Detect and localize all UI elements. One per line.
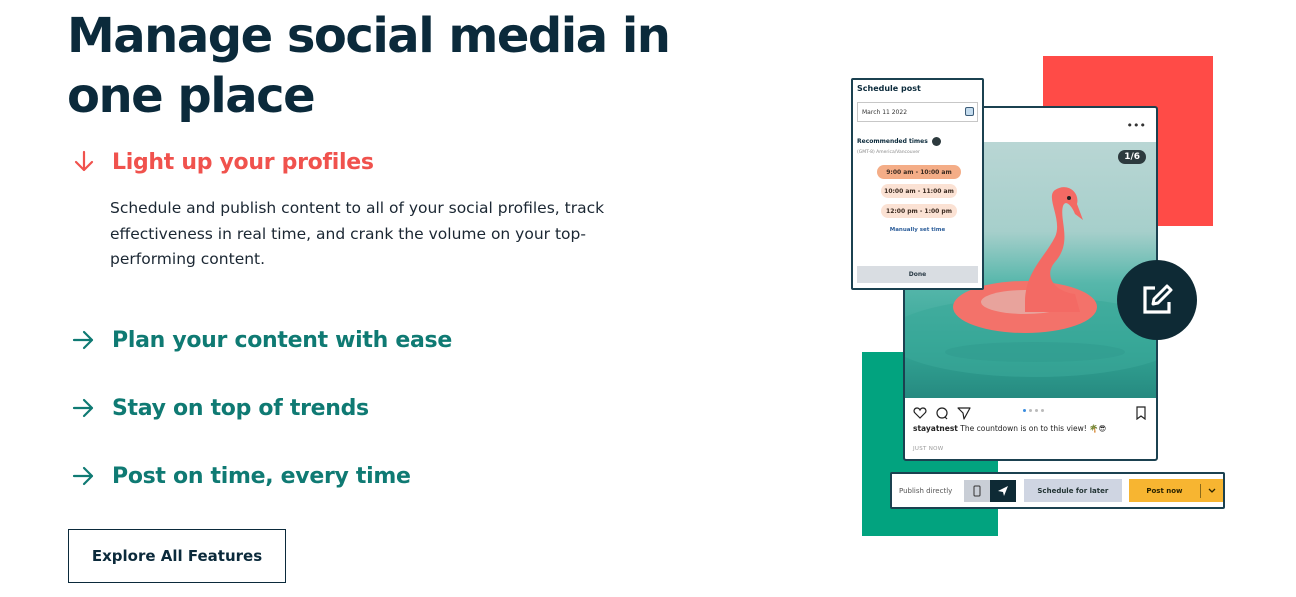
chevron-down-icon[interactable] (1201, 488, 1223, 494)
schedule-panel-title: Schedule post (857, 84, 921, 93)
comment-icon[interactable] (935, 405, 949, 419)
bookmark-icon[interactable] (1134, 405, 1148, 419)
post-caption-text: The countdown is on to this view! 🌴😎 (960, 424, 1107, 433)
schedule-for-later-button[interactable]: Schedule for later (1024, 479, 1122, 502)
publish-mode-toggle (964, 480, 1016, 502)
feature-plan-content[interactable] (70, 326, 452, 354)
time-slot-2[interactable]: 10:00 am - 11:00 am (881, 184, 957, 198)
post-actions (913, 404, 1148, 420)
feature-title: Stay on top of trends (112, 395, 369, 421)
explore-all-features-button[interactable]: Explore All Features (68, 529, 286, 583)
schedule-date-value: March 11 2022 (862, 109, 908, 116)
manually-set-time-link[interactable]: Manually set time (889, 227, 946, 233)
publish-directly-label: Publish directly (899, 486, 953, 495)
post-caption (913, 424, 1106, 433)
post-username: stayatnest (913, 424, 958, 433)
edit-icon (1139, 282, 1175, 318)
feature-post-on-time[interactable] (70, 462, 411, 490)
send-icon[interactable] (990, 480, 1016, 502)
post-now-label: Post now (1146, 486, 1183, 495)
feature-stay-on-trends[interactable] (70, 394, 369, 422)
feature-light-up-profiles[interactable] (70, 148, 374, 176)
arrow-right-icon (70, 462, 98, 490)
done-button[interactable]: Done (857, 266, 978, 283)
arrow-down-icon (70, 148, 98, 176)
feature-title: Plan your content with ease (112, 327, 452, 353)
feature-description: Schedule and publish content to all of your social profiles, track effectiveness in real time, and crank the volume on your top-performing content. (110, 199, 605, 268)
carousel-dots (1023, 409, 1044, 412)
arrow-right-icon (70, 394, 98, 422)
page-headline: Manage social media in one place (67, 8, 670, 124)
calendar-icon[interactable] (965, 107, 974, 116)
schedule-post-panel (851, 78, 984, 290)
time-slot-1[interactable]: 9:00 am - 10:00 am (877, 165, 961, 179)
post-now-button[interactable] (1129, 479, 1223, 502)
timezone-label: (GMT-8) America/Vancouver (857, 150, 920, 155)
heart-icon[interactable] (913, 405, 927, 419)
feature-title: Light up your profiles (112, 149, 374, 175)
schedule-date-field[interactable] (857, 102, 978, 122)
feature-title: Post on time, every time (112, 463, 411, 489)
media-counter-badge: 1/6 (1118, 150, 1146, 164)
more-menu-icon: ••• (1126, 118, 1146, 132)
recommended-times-label: Recommended times (857, 137, 941, 146)
publish-bar (890, 472, 1225, 509)
mobile-icon[interactable] (964, 480, 990, 502)
info-icon (932, 137, 941, 146)
arrow-right-icon (70, 326, 98, 354)
share-icon[interactable] (957, 405, 971, 419)
time-slot-3[interactable]: 12:00 pm - 1:00 pm (881, 204, 957, 218)
product-illustration (840, 50, 1240, 550)
post-timestamp: JUST NOW (913, 446, 944, 452)
edit-compose-button[interactable] (1117, 260, 1197, 340)
